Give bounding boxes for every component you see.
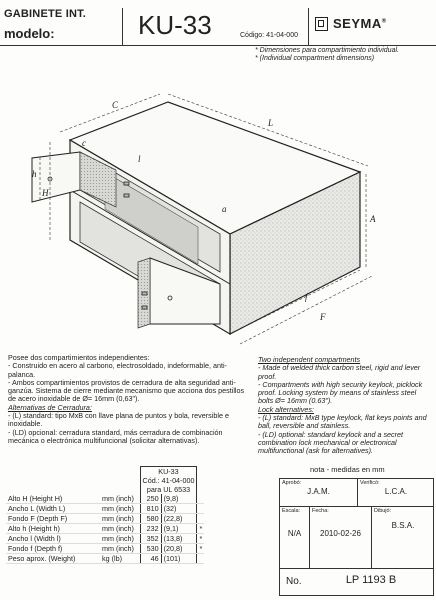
desc-en-line: Two independent compartments xyxy=(258,355,361,364)
spec-value-mm: 250 xyxy=(140,494,161,504)
desc-es-line: - (LD) opcional: cerradura standard, más cerradura de combinación mecánica o electrónica multifuncional (solicitar alternativas). xyxy=(8,427,223,445)
spec-label: Peso aprox. (Weight) xyxy=(6,554,100,564)
cabinet-isometric-drawing xyxy=(20,62,420,352)
spec-value-inch: (9,8) xyxy=(161,494,197,504)
desc-es-line: - Ambos compartimientos provistos de cerradura de alta seguridad anti-ganzúa. Sistema de cierre mediante mecanismo que acciona dos pestillos de acero inoxidable de Ø= 16mm (0,63"). xyxy=(8,377,245,404)
approved-label: Aprobó: xyxy=(282,480,302,486)
description-en xyxy=(258,356,428,456)
spec-value-lb: (101) xyxy=(161,554,197,564)
date-cell xyxy=(310,507,372,569)
dim-label-H: H xyxy=(42,188,49,198)
dim-label-h: h xyxy=(32,169,37,179)
spec-label: Fondo F (Depth F) xyxy=(6,514,100,524)
spec-label: Alto H (Height H) xyxy=(6,494,100,504)
dim-label-C: C xyxy=(112,100,119,110)
spec-unit: mm (inch) xyxy=(100,524,140,534)
spec-unit: mm (inch) xyxy=(100,534,140,544)
spec-unit: mm (inch) xyxy=(100,504,140,514)
spec-standard: para UL 6533 xyxy=(140,485,197,494)
desc-en-line: - Made of welded thick carbon steel, rigid and lever proof. xyxy=(258,363,421,381)
spec-label: Alto h (Height h) xyxy=(6,524,100,534)
drawing-number-cell xyxy=(280,569,434,596)
spec-model: KU-33 xyxy=(140,467,197,477)
spec-value-mm: 580 xyxy=(140,514,161,524)
spec-label: Ancho l (Width l) xyxy=(6,534,100,544)
spec-value-inch: (9,1) xyxy=(161,524,197,534)
spec-value-mm: 232 xyxy=(140,524,161,534)
spec-value-mm: 352 xyxy=(140,534,161,544)
units-note: nota - medidas en mm xyxy=(310,465,385,474)
title-block xyxy=(279,465,434,596)
desc-es-line: - Construido en acero al carbono, electrosoldado, indeformable, anti-palanca. xyxy=(8,361,227,379)
product-code: Código: 41-04-000 xyxy=(240,32,298,39)
verified-cell xyxy=(358,479,434,507)
desc-en-line: - (L) standard: MxB type keylock, flat keys points and ball, reversible and stainless. xyxy=(258,413,427,431)
dim-label-L: L xyxy=(268,118,274,128)
spec-label: Ancho L (Width L) xyxy=(6,504,100,514)
approved-cell xyxy=(280,479,358,507)
desc-en-heading: Lock alternatives: xyxy=(258,404,314,414)
header-divider xyxy=(122,8,123,46)
spec-value-inch: (13,8) xyxy=(161,534,197,544)
spec-value-inch: (22,8) xyxy=(161,514,197,524)
drawn-label: Dibujó: xyxy=(374,508,392,514)
dimension-note-es: * Dimensiones para compartimiento individual. xyxy=(255,47,399,54)
brand-logo-icon xyxy=(315,17,328,31)
verified-value: L.C.A. xyxy=(384,487,408,496)
spec-unit: kg (lb) xyxy=(100,554,140,564)
spec-mark: * xyxy=(197,524,204,534)
verified-label: Verificó: xyxy=(360,480,380,486)
spec-mark: * xyxy=(197,534,204,544)
scale-cell xyxy=(280,507,310,569)
spec-value-mm: 810 xyxy=(140,504,161,514)
spec-unit: mm (inch) xyxy=(100,544,140,554)
spec-label: Fondo f (Depth f) xyxy=(6,544,100,554)
dimension-note-en: * (Individual compartment dimensions) xyxy=(255,55,375,62)
desc-es-heading: Alternativas de Cerradura: xyxy=(8,402,92,412)
desc-en-line: - Compartments with high security keylock, picklock proof. Locking system by means of stainless steel bolts Ø= 16mm (0.63"). xyxy=(258,379,423,406)
dim-label-F: F xyxy=(320,312,326,322)
spec-value-mm: 530 xyxy=(140,544,161,554)
scale-label: Escala: xyxy=(282,508,301,514)
spec-value-inch: (32) xyxy=(161,504,197,514)
drawing-number: LP 1193 B xyxy=(345,574,397,586)
model-label: modelo: xyxy=(4,26,55,41)
desc-es-line: - (L) standard: tipo MxB con llave plana de puntos y bola, reversible e inoxidable. xyxy=(8,411,229,429)
spec-value-inch: (20,8) xyxy=(161,544,197,554)
spec-value-kg: 46 xyxy=(140,554,161,564)
dim-label-a: a xyxy=(222,204,227,214)
scale-value: N/A xyxy=(287,529,302,538)
spec-mark: * xyxy=(197,544,204,554)
spec-unit: mm (inch) xyxy=(100,494,140,504)
dim-label-c: c xyxy=(82,138,86,148)
drawn-value: B.S.A. xyxy=(391,521,415,530)
desc-en-line: - (LD) optional: standard keylock and a secret combination lock mechanical or electronical multifunctional (ask for alternatives). xyxy=(258,429,404,456)
dim-label-f: f xyxy=(305,292,308,302)
date-value: 2010-02-26 xyxy=(320,529,361,538)
description-es xyxy=(8,354,250,445)
desc-es-line: Posee dos compartimientos independientes: xyxy=(8,353,150,362)
cabinet-label: GABINETE INT. xyxy=(4,8,87,20)
spec-code: Cód.: 41-04-000 xyxy=(140,476,197,485)
dim-label-l: l xyxy=(138,154,141,164)
approved-value: J.A.M. xyxy=(307,487,330,496)
spec-unit: mm (inch) xyxy=(100,514,140,524)
header xyxy=(0,4,436,46)
number-label: No. xyxy=(286,576,302,587)
date-label: Fecha: xyxy=(312,508,329,514)
drawn-cell xyxy=(372,507,434,569)
brand-name: SEYMA® xyxy=(333,16,387,31)
spec-table xyxy=(6,466,276,564)
dim-label-A: A xyxy=(370,214,376,224)
model-number: KU-33 xyxy=(138,10,212,40)
header-divider xyxy=(308,8,309,46)
